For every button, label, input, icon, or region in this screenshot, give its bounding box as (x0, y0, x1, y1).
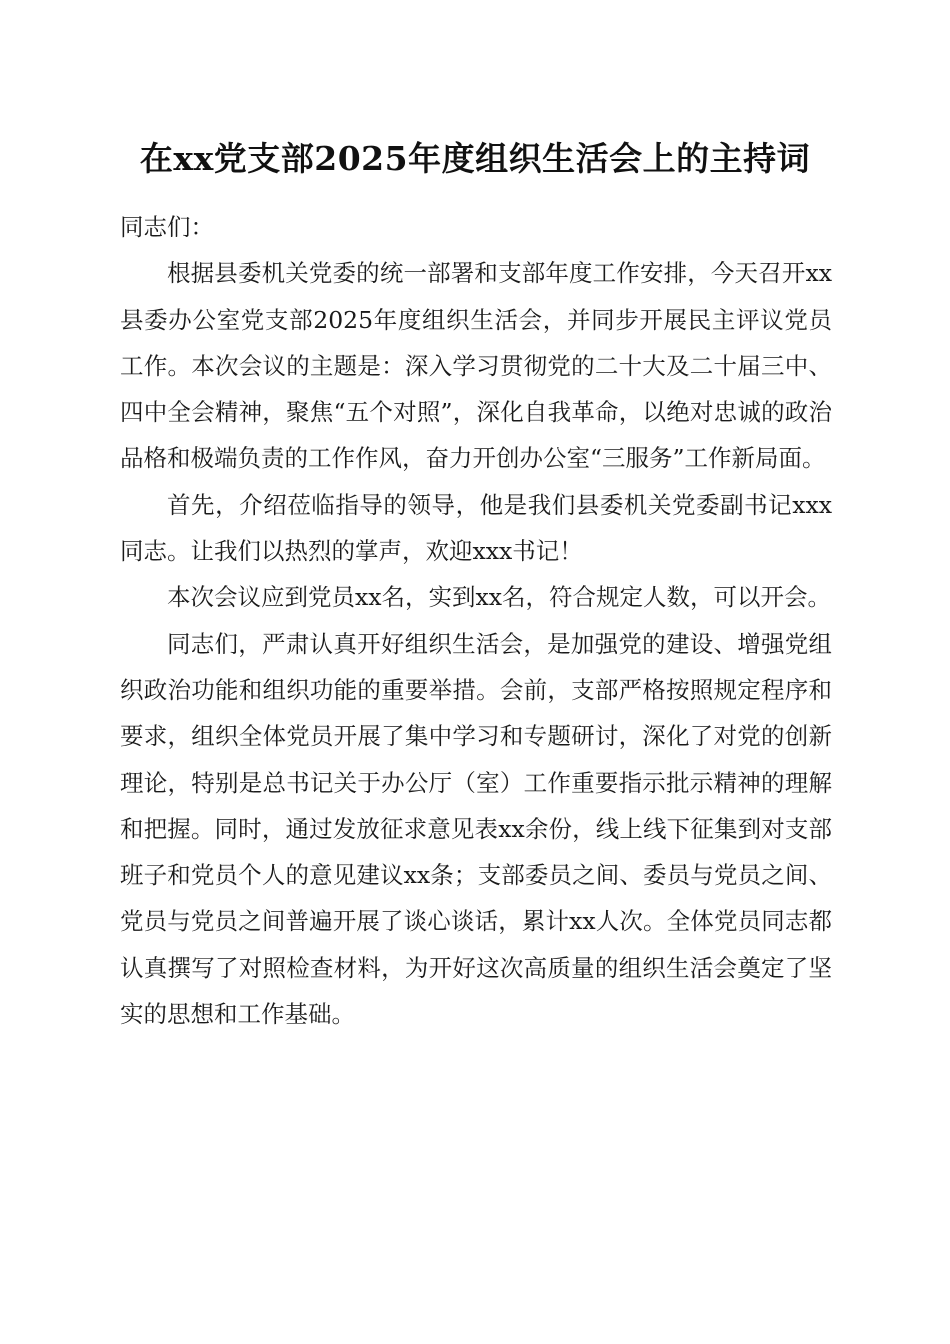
paragraph-opening: 根据县委机关党委的统一部署和支部年度工作安排，今天召开xx县委办公室党支部2025年度组织生活会，并同步开展民主评议党员工作。本次会议的主题是：深入学习贯彻党的二十大及二十届三中、四中全会精神，聚焦“五个对照”，深化自我革命，以绝对忠诚的政治品格和极端负责的工作作风，奋力开创办公室“三服务”工作新局面。 (120, 259, 832, 473)
salutation: 同志们： (120, 213, 214, 241)
document-title: 在xx党支部2025年度组织生活会上的主持词 (139, 139, 811, 178)
document-body (120, 204, 832, 1037)
paragraph-preparation: 同志们，严肃认真开好组织生活会，是加强党的建设、增强党组织政治功能和组织功能的重要举措。会前，支部严格按照规定程序和要求，组织全体党员开展了集中学习和专题研讨，深化了对党的创新理论，特别是总书记关于办公厅（室）工作重要指示批示精神的理解和把握。同时，通过发放征求意见表xx余份，线上线下征集到对支部班子和党员个人的意见建议xx条；支部委员之间、委员与党员之间、党员与党员之间普遍开展了谈心谈话，累计xx人次。全体党员同志都认真撰写了对照检查材料，为开好这次高质量的组织生活会奠定了坚实的思想和工作基础。 (120, 629, 832, 1029)
paragraph-attendance: 本次会议应到党员xx名，实到xx名，符合规定人数，可以开会。 (167, 583, 832, 612)
paragraph-leader-introduction: 首先，介绍莅临指导的领导，他是我们县委机关党委副书记xxx同志。让我们以热烈的掌声，欢迎xxx书记！ (120, 490, 832, 566)
